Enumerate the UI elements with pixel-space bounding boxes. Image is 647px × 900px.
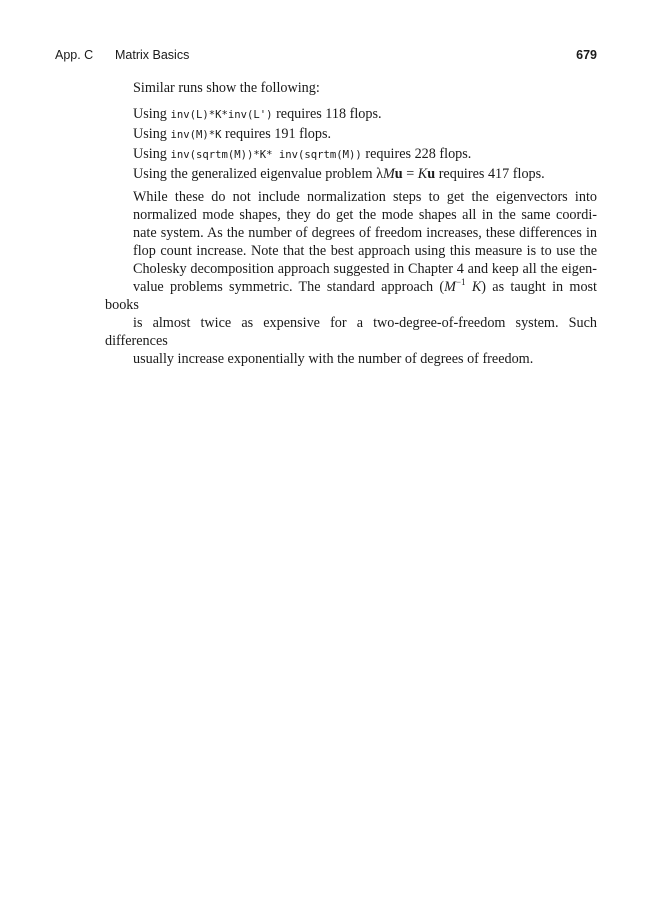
paragraph-line: nate system. As the number of degrees of freedom increases, these differences in bbox=[133, 225, 597, 241]
run-result: requires 417 flops. bbox=[435, 166, 545, 182]
list-item bbox=[133, 145, 597, 165]
page-number: 679 bbox=[576, 48, 597, 62]
intro-sentence: Similar runs show the following: bbox=[133, 80, 320, 96]
run-prefix: Using the generalized eigenvalue problem bbox=[133, 166, 377, 182]
equals-symbol: = bbox=[402, 166, 418, 182]
run-result: requires 118 flops. bbox=[272, 106, 382, 122]
appendix-label: App. C bbox=[55, 48, 94, 62]
chapter-title: Matrix Basics bbox=[115, 48, 190, 62]
paragraph-line: is almost twice as expensive for a two-degree-of-freedom system. Such differences bbox=[105, 315, 597, 349]
code-snippet: inv(M)*K bbox=[170, 129, 222, 141]
run-result: requires 191 flops. bbox=[221, 126, 332, 142]
line-text: value problems symmetric. The standard approach ( bbox=[133, 279, 445, 295]
stiffness-matrix-symbol: K bbox=[417, 166, 428, 182]
paragraph-line-with-math bbox=[105, 278, 597, 314]
eigen-equation bbox=[376, 166, 435, 182]
code-snippet: inv(L)*K*inv(L') bbox=[170, 109, 273, 121]
paragraph-line: flop count increase. Note that the best approach using this measure is to use the bbox=[133, 243, 597, 259]
run-prefix: Using bbox=[133, 126, 171, 142]
stiffness-matrix-symbol: K bbox=[465, 279, 482, 295]
flop-results-list bbox=[133, 105, 597, 184]
run-prefix: Using bbox=[133, 106, 171, 122]
paragraph-line: usually increase exponentially with the number of degrees of freedom. bbox=[133, 351, 534, 367]
line-text: ) as taught in most books bbox=[105, 279, 597, 313]
lambda-symbol: λ bbox=[376, 166, 383, 182]
mass-matrix-symbol: M bbox=[444, 279, 456, 295]
code-snippet: inv(sqrtm(M))*K* inv(sqrtm(M)) bbox=[170, 149, 362, 161]
paragraph-line: normalized mode shapes, they do get the mode shapes all in the same coordi- bbox=[133, 207, 597, 223]
discussion-paragraph bbox=[105, 188, 597, 368]
run-result: requires 228 flops. bbox=[361, 146, 472, 162]
paragraph-line: Cholesky decomposition approach suggested in Chapter 4 and keep all the eigen- bbox=[133, 261, 597, 277]
vector-symbol: u bbox=[394, 166, 403, 182]
list-item bbox=[133, 165, 597, 184]
page-body bbox=[105, 79, 597, 368]
inverse-exponent: −1 bbox=[455, 277, 466, 287]
vector-symbol: u bbox=[427, 166, 436, 182]
mass-matrix-symbol: M bbox=[382, 166, 395, 182]
list-item bbox=[133, 105, 597, 125]
paragraph-line: While these do not include normalization steps to get the eigenvectors into bbox=[133, 189, 597, 205]
run-prefix: Using bbox=[133, 146, 171, 162]
running-header bbox=[55, 48, 597, 68]
list-item bbox=[133, 125, 597, 145]
